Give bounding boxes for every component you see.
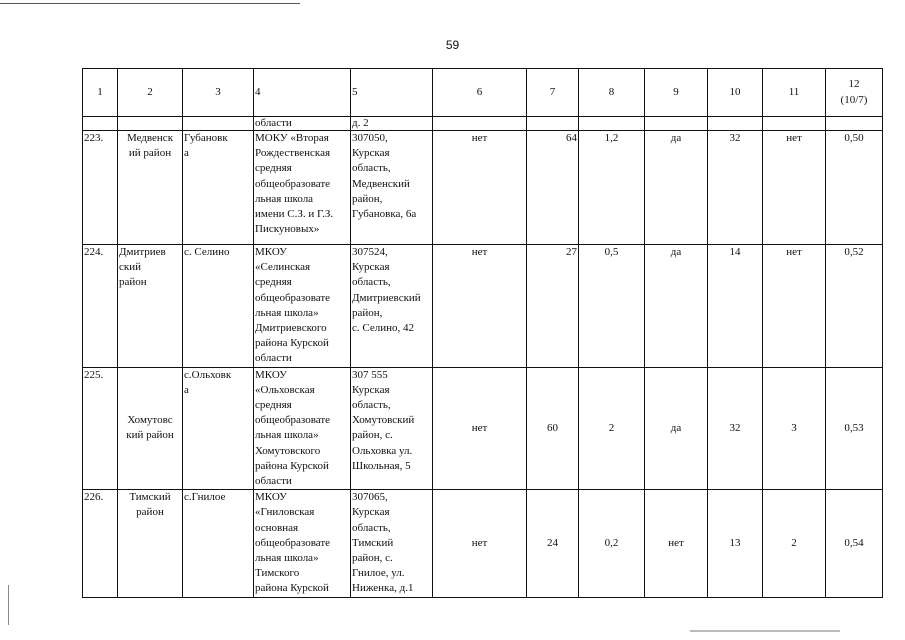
address-cell: 307065, Курская область, Тимский район, с. Гнилое, ул. Ниженка, д.1	[351, 490, 433, 597]
settlement-cell: с. Селино	[183, 245, 254, 368]
header-col-7: 7	[527, 69, 579, 117]
header-col-5: 5	[351, 69, 433, 117]
cell-7: 60	[527, 367, 579, 490]
header-col-12: 12 (10/7)	[826, 69, 883, 117]
cell-12: 0,54	[826, 490, 883, 597]
scan-border-line	[0, 3, 300, 4]
header-col-4: 4	[254, 69, 351, 117]
cell-6: нет	[433, 245, 527, 368]
cell-11: 2	[763, 490, 826, 597]
cell-12: 0,52	[826, 245, 883, 368]
page-number: 59	[445, 38, 460, 52]
table-row	[83, 490, 883, 597]
district-cell: Тимский район	[118, 490, 183, 597]
school-cell: МКОУ «Гниловская основная общеобразовате льная школа» Тимского района Курской	[254, 490, 351, 597]
cell-8: 1,2	[579, 131, 645, 245]
continuation-school: области	[254, 117, 351, 131]
table-row	[83, 245, 883, 368]
header-col-8: 8	[579, 69, 645, 117]
settlement-cell: с.Ольховк а	[183, 367, 254, 490]
header-col-3: 3	[183, 69, 254, 117]
cell-9: нет	[645, 490, 708, 597]
header-col-9: 9	[645, 69, 708, 117]
scan-margin-mark	[8, 585, 9, 625]
cell-7: 64	[527, 131, 579, 245]
address-cell: 307050, Курская область, Медвенский район, Губановка, 6а	[351, 131, 433, 245]
header-col-11: 11	[763, 69, 826, 117]
cell-6: нет	[433, 367, 527, 490]
school-cell: МКОУ «Селинская средняя общеобразовате льная школа» Дмитриевского района Курской области	[254, 245, 351, 368]
continuation-address: д. 2	[351, 117, 433, 131]
cell-6: нет	[433, 131, 527, 245]
row-number: 223.	[83, 131, 118, 245]
cell-9: да	[645, 245, 708, 368]
cell-11: нет	[763, 131, 826, 245]
header-col-10: 10	[708, 69, 763, 117]
cell-10: 14	[708, 245, 763, 368]
district-cell: Медвенск ий район	[118, 131, 183, 245]
address-cell: 307524, Курская область, Дмитриевский район, с. Селино, 42	[351, 245, 433, 368]
header-col-2: 2	[118, 69, 183, 117]
cell-9: да	[645, 367, 708, 490]
cell-12: 0,50	[826, 131, 883, 245]
cell-7: 27	[527, 245, 579, 368]
continuation-row	[83, 117, 883, 131]
schools-table	[82, 68, 883, 598]
cell-10: 32	[708, 367, 763, 490]
cell-8: 2	[579, 367, 645, 490]
scan-smudge	[690, 630, 840, 632]
table-header-row	[83, 69, 883, 117]
cell-8: 0,5	[579, 245, 645, 368]
cell-9: да	[645, 131, 708, 245]
school-cell: МОКУ «Вторая Рождественская средняя общеобразовате льная школа имени С.З. и Г.З. Пискуновых»	[254, 131, 351, 245]
header-col-1: 1	[83, 69, 118, 117]
district-cell: Хомутовс кий район	[118, 367, 183, 490]
cell-11: нет	[763, 245, 826, 368]
cell-6: нет	[433, 490, 527, 597]
cell-11: 3	[763, 367, 826, 490]
address-cell: 307 555 Курская область, Хомутовский район, с. Ольховка ул. Школьная, 5	[351, 367, 433, 490]
row-number: 225.	[83, 367, 118, 490]
cell-8: 0,2	[579, 490, 645, 597]
row-number: 226.	[83, 490, 118, 597]
district-cell: Дмитриев ский район	[118, 245, 183, 368]
settlement-cell: Губановк а	[183, 131, 254, 245]
row-number: 224.	[83, 245, 118, 368]
table-row	[83, 131, 883, 245]
settlement-cell: с.Гнилое	[183, 490, 254, 597]
cell-7: 24	[527, 490, 579, 597]
header-col-6: 6	[433, 69, 527, 117]
cell-10: 13	[708, 490, 763, 597]
cell-12: 0,53	[826, 367, 883, 490]
cell-10: 32	[708, 131, 763, 245]
school-cell: МКОУ «Ольховская средняя общеобразовате льная школа» Хомутовского района Курской области	[254, 367, 351, 490]
table-row	[83, 367, 883, 490]
